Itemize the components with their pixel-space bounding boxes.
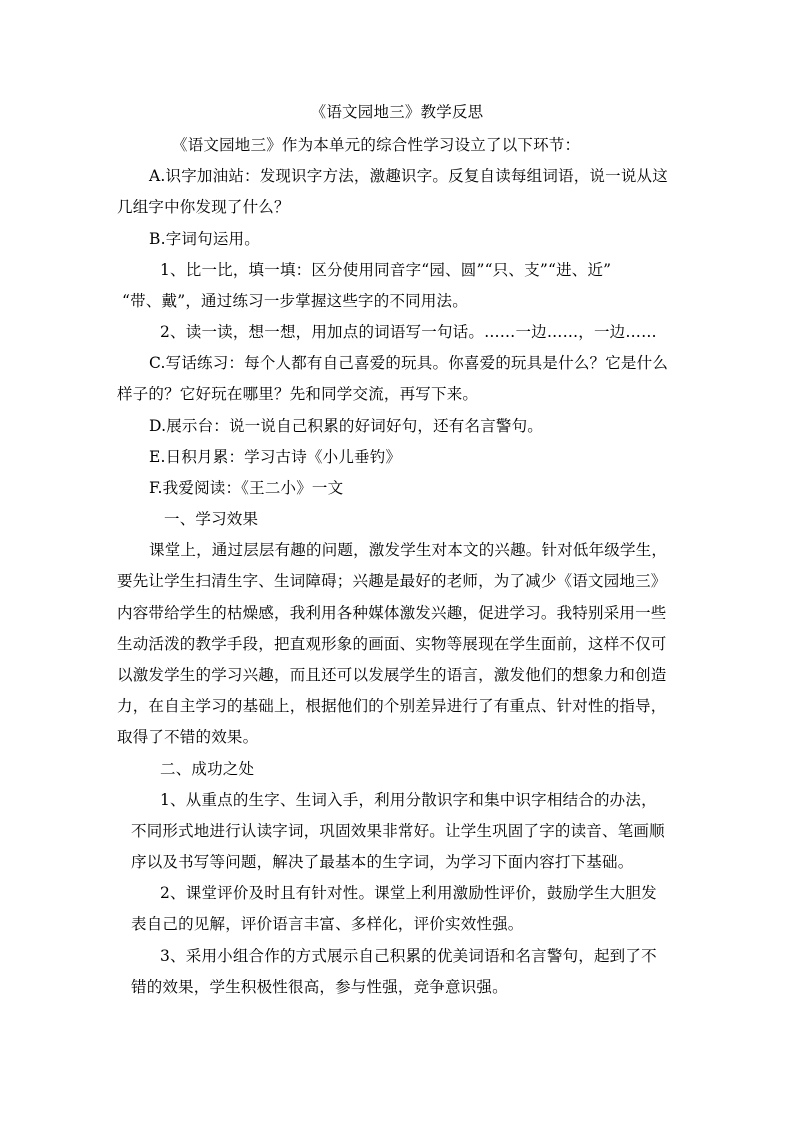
paragraph-line: 错的效果，学生积极性很高，参与性强，竞争意识强。	[131, 978, 508, 996]
paragraph-line: 2、读一读，想一想，用加点的词语写一句话。……一边……，一边……	[160, 323, 657, 341]
paragraph-line: 1、从重点的生字、生词入手，利用分散识字和集中识字相结合的办法，	[160, 791, 657, 809]
paragraph-line: 取得了不错的效果。	[117, 728, 259, 746]
paragraph-line: 1、比一比，填一填：区分使用同音字“园、圆”“只、支”“进、近”	[160, 261, 612, 279]
paragraph-line: 内容带给学生的枯燥感，我利用各种媒体激发兴趣，促进学习。我特别采用一些	[117, 604, 667, 622]
paragraph-line: 《语文园地三》作为本单元的综合性学习设立了以下环节：	[172, 136, 581, 154]
paragraph-line: F.我爱阅读：《王二小》一文	[149, 479, 344, 497]
paragraph-line: A.识字加油站：发现识字方法，激趣识字。反复自读每组词语，说一说从这	[149, 167, 668, 185]
paragraph-line: 要先让学生扫清生字、生词障碍；兴趣是最好的老师，为了减少《语文园地三》	[117, 572, 667, 590]
paragraph-line: 生动活泼的教学手段，把直观形象的画面、实物等展现在学生面前，这样不仅可	[117, 635, 667, 653]
paragraph-line: B.字词句运用。	[149, 230, 260, 248]
section-heading: 二、成功之处	[160, 760, 255, 778]
paragraph-line: 3、采用小组合作的方式展示自己积累的优美词语和名言警句，起到了不	[160, 947, 657, 965]
paragraph-line: 2、课堂评价及时且有针对性。课堂上利用激励性评价，鼓励学生大胆发	[160, 884, 657, 902]
paragraph-line: “带、戴”，通过练习一步掌握这些字的不同用法。	[122, 292, 468, 310]
paragraph-line: 表自己的见解，评价语言丰富、多样化，评价实效性强。	[131, 915, 524, 933]
paragraph-line: 样子的？它好玩在哪里？先和同学交流，再写下来。	[117, 385, 479, 403]
document-title: 《语文园地三》教学反思	[310, 103, 484, 121]
paragraph-line: 几组字中你发现了什么？	[117, 198, 290, 216]
paragraph-line: E.日积月累：学习古诗《小儿垂钓》	[149, 448, 402, 466]
section-heading: 一、学习效果	[164, 510, 259, 528]
paragraph-line: 不同形式地进行认读字词，巩固效果非常好。让学生巩固了字的读音、笔画顺	[131, 822, 665, 840]
paragraph-line: 力，在自主学习的基础上，根据他们的个别差异进行了有重点、针对性的指导，	[117, 697, 667, 715]
paragraph-line: 序以及书写等问题，解决了最基本的生字词，为学习下面内容打下基础。	[131, 853, 634, 871]
paragraph-line: D.展示台：说一说自己积累的好词好句，还有名言警句。	[149, 417, 544, 435]
paragraph-line: 以激发学生的学习兴趣，而且还可以发展学生的语言，激发他们的想象力和创造	[117, 666, 667, 684]
paragraph-line: 课堂上，通过层层有趣的问题，激发学生对本文的兴趣。针对低年级学生，	[149, 541, 668, 559]
paragraph-line: C.写话练习：每个人都有自己喜爱的玩具。你喜爱的玩具是什么？它是什么	[149, 354, 669, 372]
